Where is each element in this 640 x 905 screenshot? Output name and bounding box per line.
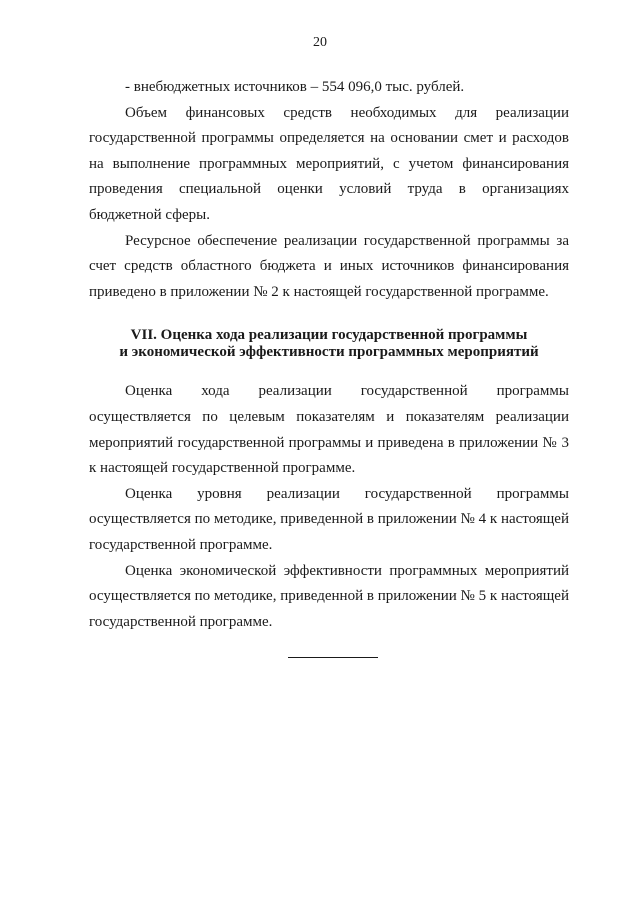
- closing-rule: [288, 657, 378, 658]
- section-heading-line-2: и экономической эффективности программных мероприятий: [119, 344, 539, 361]
- paragraph-level-assessment: Оценка уровня реализации государственной программы осуществляется по методике, приведенной в приложении № 4 к настоящей государственной программе.: [89, 485, 569, 553]
- document-body: [89, 75, 569, 635]
- paragraph-resource-provision: Ресурсное обеспечение реализации государственной программы за счет средств областного бюджета и иных источников финансирования приведено в приложении № 2 к настоящей государственной программе.: [89, 232, 569, 300]
- section-heading: [89, 327, 569, 361]
- paragraph-funding-volume: Объем финансовых средств необходимых для реализации государственной программы определяется на основании смет и расходов на выполнение программных мероприятий, с учетом финансирования проведения специальной оценки условий труда в организациях бюджетной сферы.: [89, 104, 569, 223]
- paragraph-efficiency-assessment: Оценка экономической эффективности программных мероприятий осуществляется по методике, приведенной в приложении № 5 к настоящей государственной программе.: [89, 562, 569, 630]
- paragraph-extrabudgetary: - внебюджетных источников – 554 096,0 тыс. рублей.: [125, 79, 465, 95]
- section-heading-line-1: VII. Оценка хода реализации государственной программы: [130, 327, 528, 344]
- page-number: 20: [313, 35, 327, 50]
- paragraph-progress-assessment: Оценка хода реализации государственной программы осуществляется по целевым показателям и показателям реализации мероприятий государственной программы и приведена в приложении № 3 к настоящей государственной программе.: [89, 383, 569, 477]
